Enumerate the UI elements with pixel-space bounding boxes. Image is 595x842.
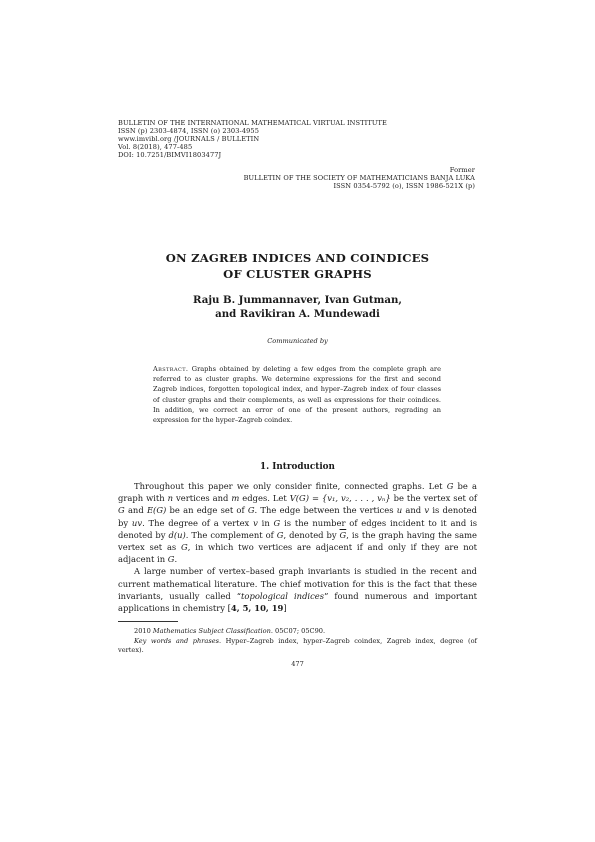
former-label: Former xyxy=(449,166,475,174)
complement-symbol: $\overline{G}$ xyxy=(339,529,347,540)
former-journal xyxy=(200,166,475,190)
journal-doi: DOI: 10.7251/BIMVI1803477J xyxy=(118,151,222,159)
abstract-text: Graphs obtained by deleting a few edges from the complete graph are referred to as cluster graphs. We determine expressions for the first and second Zagreb indices, forgotten topological index, and hyper–Zagreb index of four classes of cluster graphs and their complements, as well as expressions for their coindices. In addition, we correct an error of one of the present authors, regrading an expression for the hyper–Zagreb coindex. xyxy=(153,365,441,425)
journal-volume: Vol. 8(2018), 477-485 xyxy=(118,143,193,151)
page-number: 477 xyxy=(291,660,304,668)
section-heading: 1. Introduction xyxy=(260,462,335,472)
journal-header xyxy=(118,119,478,159)
paper-title: ON ZAGREB INDICES AND COINDICES OF CLUSTER GRAPHS xyxy=(165,251,430,281)
footnote-keywords: Key words and phrases. Hyper–Zagreb index, hyper–Zagreb coindex, Zagreb index, degree (of vertex). xyxy=(118,637,477,654)
journal-issn: ISSN (p) 2303-4874, ISSN (o) 2303-4955 xyxy=(118,127,260,135)
journal-url[interactable]: www.imvibl.org /JOURNALS / BULLETIN xyxy=(118,135,260,143)
communicated-by: Communicated by xyxy=(267,337,328,345)
former-issn: ISSN 0354-5792 (o), ISSN 1986-521X (p) xyxy=(333,182,475,190)
abstract xyxy=(153,364,441,425)
journal-name: BULLETIN OF THE INTERNATIONAL MATHEMATICAL VIRTUAL INSTITUTE xyxy=(118,119,387,127)
citation-refs[interactable]: 4, 5, 10, 19 xyxy=(230,603,284,614)
introduction-body xyxy=(118,480,477,614)
paragraph: Throughout this paper we only consider finite, connected graphs. Let G be a graph with n vertices and m edges. Let V(G) = {v₁, v₂, . . . , vₙ} be the vertex set of G and E(G) be an edge set of G. The edge between the vertices u and v is denoted by uv. The degree of a vertex v in G is the number of edges incident to it and is denoted by d(u). The complement of G, denoted by $\overline{G}$, is the graph having the same vertex set as G, in which two vertices are adjacent if and only if they are not adjacent in G. xyxy=(118,481,478,565)
footnote-rule xyxy=(118,621,178,622)
former-name: BULLETIN OF THE SOCIETY OF MATHEMATICIANS BANJA LUKA xyxy=(243,174,475,182)
paragraph: A large number of vertex–based graph invariants is studied in the recent and current mathematical literature. The chief motivation for this is the fact that these invariants, usually called “topological indices” found numerous and important applications in chemistry [4, 5, 10, 19] xyxy=(118,566,477,614)
abstract-label: Abstract. xyxy=(153,365,189,373)
footnote-msc: 2010 Mathematics Subject Classification. 05C07; 05C90. xyxy=(134,627,326,635)
paper-authors: Raju B. Jummannaver, Ivan Gutman, and Ravikiran A. Mundewadi xyxy=(193,294,402,320)
footnotes xyxy=(118,627,477,656)
